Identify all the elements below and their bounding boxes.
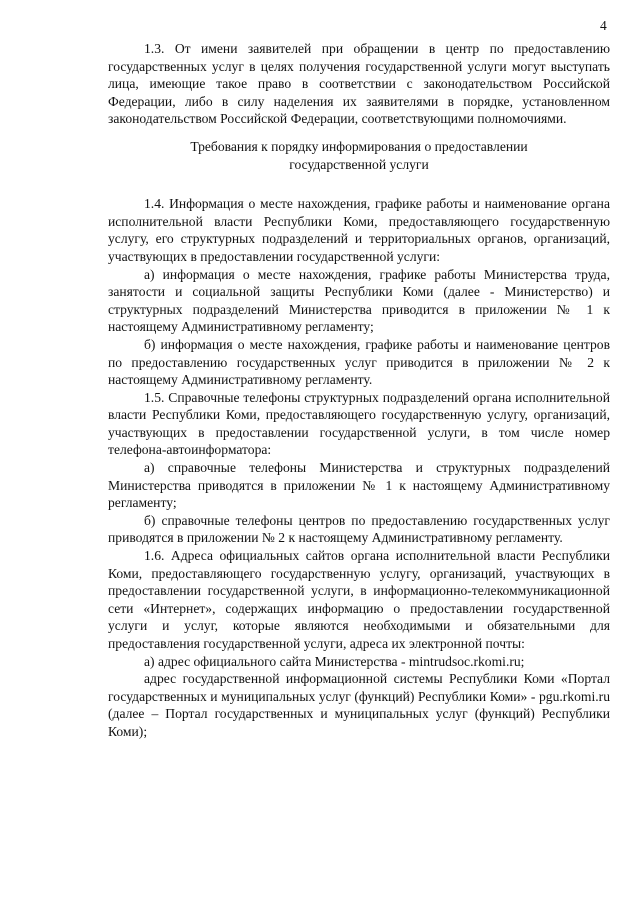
paragraph-1-3: 1.3. От имени заявителей при обращении в центр по предоставлению государственных услуг в целях получения государственной услуги могут выступать лица, имеющие такое право в соответствии с законодательством Российской Федерации, либо в силу наделения их заявителями в порядке, установленном законодательством Российской Федерации, соответствующими полномочиями.: [108, 41, 610, 127]
paragraph-1-6-a: а) адрес официального сайта Министерства - mintrudsoc.rkomi.ru;: [144, 653, 525, 669]
page-number: 4: [600, 18, 607, 33]
section-heading-line-2: государственной услуги: [289, 156, 429, 172]
paragraph-1-5-a: а) справочные телефоны Министерства и структурных подразделений Министерства приводятся в приложении № 1 к настоящему Административному регламенту;: [108, 460, 610, 511]
section-heading-line-1: Требования к порядку информирования о предоставлении: [190, 138, 528, 154]
paragraph-1-6-b: адрес государственной информационной системы Республики Коми «Портал государственных и муниципальных услуг (функций) Республики Коми» - pgu.rkomi.ru (далее – Портал государственных и муниципальных услуг (функций) Республики Коми);: [108, 671, 610, 739]
paragraph-1-4: 1.4. Информация о месте нахождения, графике работы и наименование органа исполнительной власти Республики Коми, предоставляющего государственную услугу, его структурных подразделений и территориальных органов, организаций, участвующих в предоставлении государственной услуги:: [108, 196, 610, 264]
document-body: [108, 40, 610, 741]
paragraph-1-5: 1.5. Справочные телефоны структурных подразделений органа исполнительной власти Республики Коми, предоставляющего государственную услугу, организаций, участвующих в предоставлении государственной услуги, в том числе номер телефона-автоинформатора:: [108, 389, 610, 458]
paragraph-1-5-b: б) справочные телефоны центров по предоставлению государственных услуг приводятся в приложении № 2 к настоящему Административному регламенту.: [108, 512, 610, 546]
section-heading: [108, 138, 610, 173]
paragraph-1-4-b: б) информация о месте нахождения, графике работы и наименование центров по предоставлению государственных услуг приводится в приложении № 2 к настоящему Административному регламенту.: [108, 336, 610, 388]
paragraph-1-6: 1.6. Адреса официальных сайтов органа исполнительной власти Республики Коми, предоставляющего государственную услугу, организаций, участвующих в предоставлении государственной услуги, в информационно-телекоммуникационной сети «Интернет», содержащих информацию о предоставлении государственной услуги и услуг, которые являются необходимыми и обязательными для предоставления государственной услуги, адреса их электронной почты:: [108, 548, 610, 651]
paragraph-1-4-a: а) информация о месте нахождения, графике работы Министерства труда, занятости и социальной защиты Республики Коми (далее - Министерство) и структурных подразделений Министерства приводится в приложении № 1 к настоящему Административному регламенту;: [108, 266, 610, 335]
